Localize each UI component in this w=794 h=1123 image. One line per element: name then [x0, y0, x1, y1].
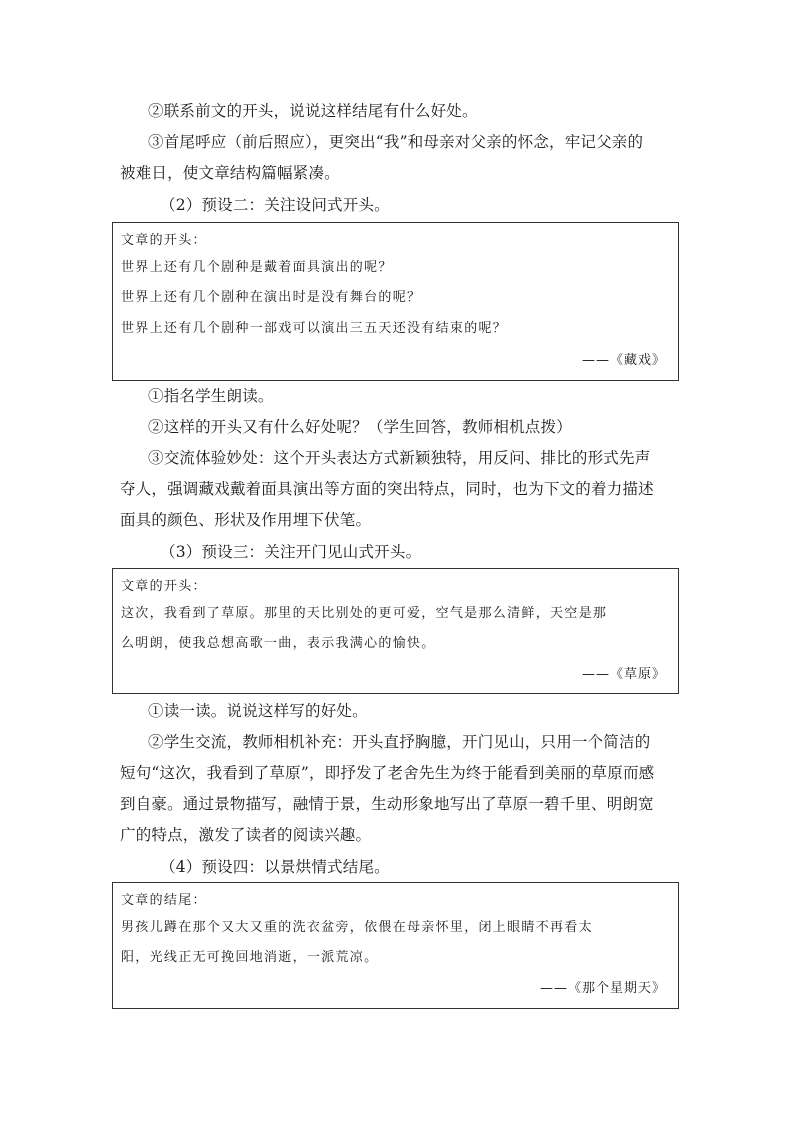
- paragraph-read-benefit: ①读一读。说说这样写的好处。: [148, 702, 368, 720]
- paragraph-read-aloud: ①指名学生朗读。: [148, 387, 274, 405]
- quote-box-nagexingqitian: [112, 882, 679, 1009]
- paragraph-student-exchange-line2: 短句“这次，我看到了草原”，即抒发了老舍先生为终于能看到美丽的草原而感: [120, 764, 655, 782]
- quote-box-zangxi: [112, 222, 679, 381]
- quote-line: 世界上还有几个剧种在演出时是没有舞台的呢？: [121, 290, 422, 305]
- heading-preset-3: （3）预设三：关注开门见山式开头。: [160, 543, 422, 561]
- quote-box-caoyuan: [112, 568, 679, 694]
- heading-preset-2: （2）预设二：关注设问式开头。: [160, 196, 390, 214]
- paragraph-connect-opening: ②联系前文的开头，说说这样结尾有什么好处。: [148, 102, 478, 120]
- quote-line: 这次，我看到了草原。那里的天比别处的更可爱，空气是那么清鲜，天空是那: [121, 606, 608, 621]
- quote-box-label: 文章的结尾：: [121, 893, 207, 908]
- quote-line: 世界上还有几个剧种一部戏可以演出三五天还没有结束的呢？: [121, 321, 508, 336]
- paragraph-student-exchange-line3: 到自豪。通过景物描写，融情于景，生动形象地写出了草原一碧千里、明朗宽: [120, 795, 654, 813]
- paragraph-exchange-line2: 夺人，强调藏戏戴着面具演出等方面的突出特点，同时，也为下文的着力描述: [120, 480, 654, 498]
- quote-line: 世界上还有几个剧种是戴着面具演出的呢？: [121, 260, 393, 275]
- quote-source: ——《藏戏》: [581, 353, 666, 368]
- paragraph-student-exchange-line4: 广的特点，激发了读者的阅读兴趣。: [120, 826, 372, 844]
- quote-line: 阳，光线正无可挽回地消逝，一派荒凉。: [121, 950, 379, 965]
- quote-box-label: 文章的开头：: [121, 233, 207, 248]
- quote-box-label: 文章的开头：: [121, 579, 207, 594]
- heading-preset-4: （4）预设四：以景烘情式结尾。: [160, 858, 390, 876]
- quote-source: ——《草原》: [581, 667, 666, 682]
- paragraph-exchange-line1: ③交流体验妙处：这个开头表达方式新颖独特，用反问、排比的形式先声: [148, 449, 651, 467]
- quote-line: 男孩儿蹲在那个又大又重的洗衣盆旁，依偎在母亲怀里，闭上眼睛不再看太: [121, 920, 593, 935]
- paragraph-student-exchange-line1: ②学生交流，教师相机补充：开头直抒胸臆，开门见山，只用一个简洁的: [148, 733, 651, 751]
- quote-line: 么明朗，使我总想高歌一曲，表示我满心的愉快。: [121, 636, 436, 651]
- paragraph-benefit-question: ②这样的开头又有什么好处呢？（学生回答，教师相机点拨）: [148, 418, 572, 436]
- quote-source: ——《那个星期天》: [539, 981, 666, 996]
- paragraph-exchange-line3: 面具的颜色、形状及作用埋下伏笔。: [120, 511, 372, 529]
- paragraph-echo-line2: 被难日，使文章结构篇幅紧凑。: [120, 164, 340, 182]
- paragraph-echo-line1: ③首尾呼应（前后照应），更突出“我”和母亲对父亲的怀念，牢记父亲的: [148, 133, 644, 151]
